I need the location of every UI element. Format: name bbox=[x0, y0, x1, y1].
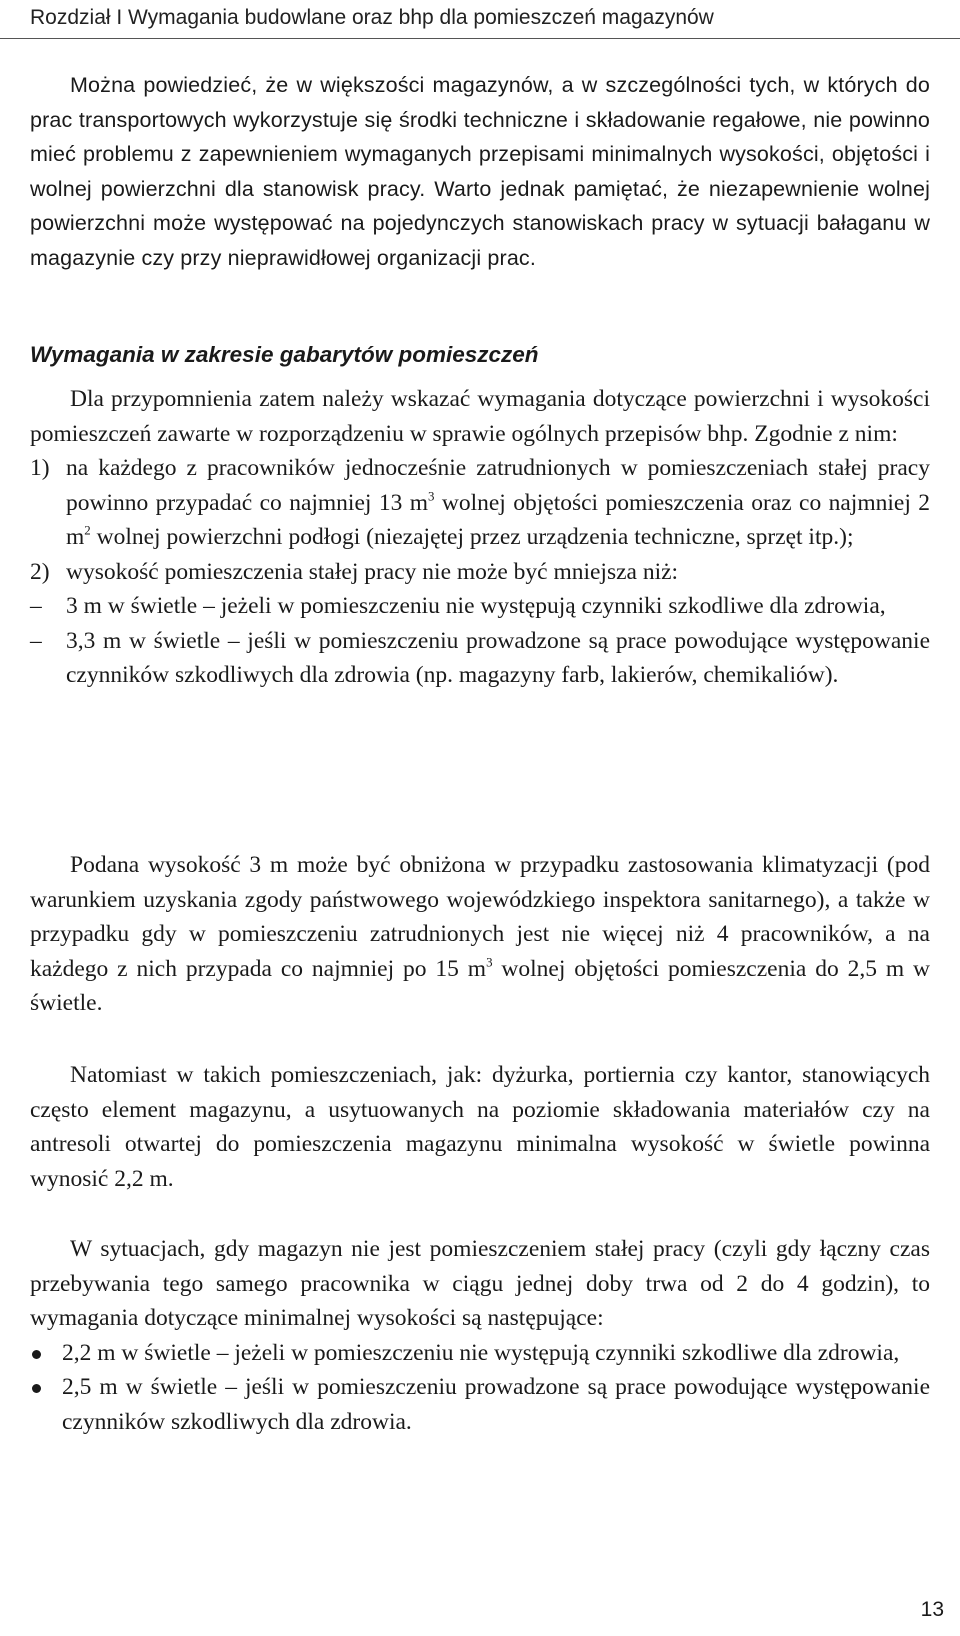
requirement-text: wolnej objętości pomieszczenia oraz co najmniej 2 m bbox=[66, 489, 931, 550]
list-marker: 2) bbox=[30, 558, 50, 585]
superscript: 3 bbox=[428, 487, 435, 503]
sublist-text bbox=[30, 589, 930, 624]
rooms-paragraph: Natomiast w takich pomieszczeniach, jak: dyżurka, portiernia czy kantor, stanowiących często element magazynu, a usytuowanych na poziomie składowania materiałów czy na antresoli otwartej do pomieszczenia magazynu minimalna wysokość w świetle powinna wynosić 2,2 m. bbox=[30, 1062, 930, 1192]
requirement-item-2 bbox=[30, 555, 930, 693]
requirement-text: wysokość pomieszczenia stałej pracy nie może być mniejsza niż: bbox=[66, 558, 679, 585]
temporary-paragraph: W sytuacjach, gdy magazyn nie jest pomieszczeniem stałej pracy (czyli gdy łączny czas przebywania tego samego pracownika w ciągu jednej doby trwa od 2 do 4 godzin), to wymagania dotyczące minimalnej wysokości są następujące: bbox=[30, 1236, 930, 1331]
superscript: 3 bbox=[486, 953, 493, 969]
section-heading: Wymagania w zakresie gabarytów pomieszczeń bbox=[30, 342, 539, 367]
sublist-item bbox=[30, 624, 930, 693]
requirements-block bbox=[30, 382, 930, 693]
requirements-intro: Dla przypomnienia zatem należy wskazać wymagania dotyczące powierzchni i wysokości pomieszczeń zawarte w rozporządzeniu w sprawie ogólnych przepisów bhp. Zgodnie z nim: bbox=[30, 386, 930, 447]
page-number: 13 bbox=[920, 1598, 944, 1621]
requirement-item-1 bbox=[30, 451, 930, 555]
bullet-item bbox=[30, 1336, 930, 1371]
rooms-block bbox=[30, 1058, 930, 1196]
dash-marker: – bbox=[30, 627, 42, 654]
bullet-item bbox=[30, 1370, 930, 1439]
dash-marker: – bbox=[30, 593, 42, 619]
height-sublist bbox=[30, 589, 930, 693]
bullet-icon bbox=[32, 1384, 41, 1393]
list-marker: 1) bbox=[30, 455, 50, 481]
reduction-text: Podana wysokość 3 m może być obniżona w przypadku zastosowania klimatyzacji (pod warunkiem uzyskania zgody państwowego wojewódzkiego inspektora sanitarnego), a także w przypadku gdy w pomieszczeniu zatrudnionych jest nie więcej niż 4 pracowników, a na każdego z nich przypada co najmniej po 15 m bbox=[30, 852, 930, 982]
reduction-paragraph bbox=[30, 848, 930, 1021]
sublist-text bbox=[30, 624, 930, 693]
temporary-block bbox=[30, 1232, 930, 1439]
bullet-icon bbox=[32, 1350, 41, 1359]
sublist-item bbox=[30, 589, 930, 624]
sublist-text-content: 3,3 m w świetle – jeśli w pomieszczeniu prowadzone są prace powodujące występowanie czynników szkodliwych dla zdrowia (np. magazyny farb, lakierów, chemikaliów). bbox=[66, 627, 930, 688]
superscript: 2 bbox=[84, 522, 91, 538]
sublist-text-content: 3 m w świetle – jeżeli w pomieszczeniu nie występują czynniki szkodliwe dla zdrowia, bbox=[66, 593, 886, 619]
requirements-list bbox=[30, 451, 930, 693]
running-head: Rozdział I Wymagania budowlane oraz bhp dla pomieszczeń magazynów bbox=[30, 6, 714, 29]
bullet-text: 2,5 m w świetle – jeśli w pomieszczeniu prowadzone są prace powodujące występowanie czynników szkodliwych dla zdrowia. bbox=[62, 1374, 930, 1435]
header-rule bbox=[0, 38, 960, 39]
reduction-text: wolnej objętości pomieszczenia do 2,5 m w świetle. bbox=[30, 955, 930, 1016]
requirement-text: na każdego z pracowników jednocześnie zatrudnionych w pomieszczeniach stałej pracy powinno przypadać co najmniej 13 m bbox=[66, 455, 930, 516]
temporary-height-list bbox=[30, 1336, 930, 1440]
intro-paragraph: Można powiedzieć, że w większości magazynów, a w szczególności tych, w których do prac transportowych wykorzystuje się środki techniczne i składowanie regałowe, nie powinno mieć problemu z zapewnieniem wymaganych przepisami minimalnych wysokości, objętości i wolnej powierzchni dla stanowisk pracy. Warto jednak pamiętać, że niezapewnienie wolnej powierzchni może występować na pojedynczych stanowiskach pracy w sytuacji bałaganu w magazynie czy przy nieprawidłowej organizacji prac. bbox=[30, 73, 930, 270]
reduction-block bbox=[30, 848, 930, 1021]
requirement-text: wolnej powierzchni podłogi (niezajętej przez urządzenia techniczne, sprzęt itp.); bbox=[90, 524, 854, 550]
bullet-text: 2,2 m w świetle – jeżeli w pomieszczeniu nie występują czynniki szkodliwe dla zdrowia, bbox=[62, 1339, 900, 1366]
intro-block bbox=[30, 68, 930, 275]
